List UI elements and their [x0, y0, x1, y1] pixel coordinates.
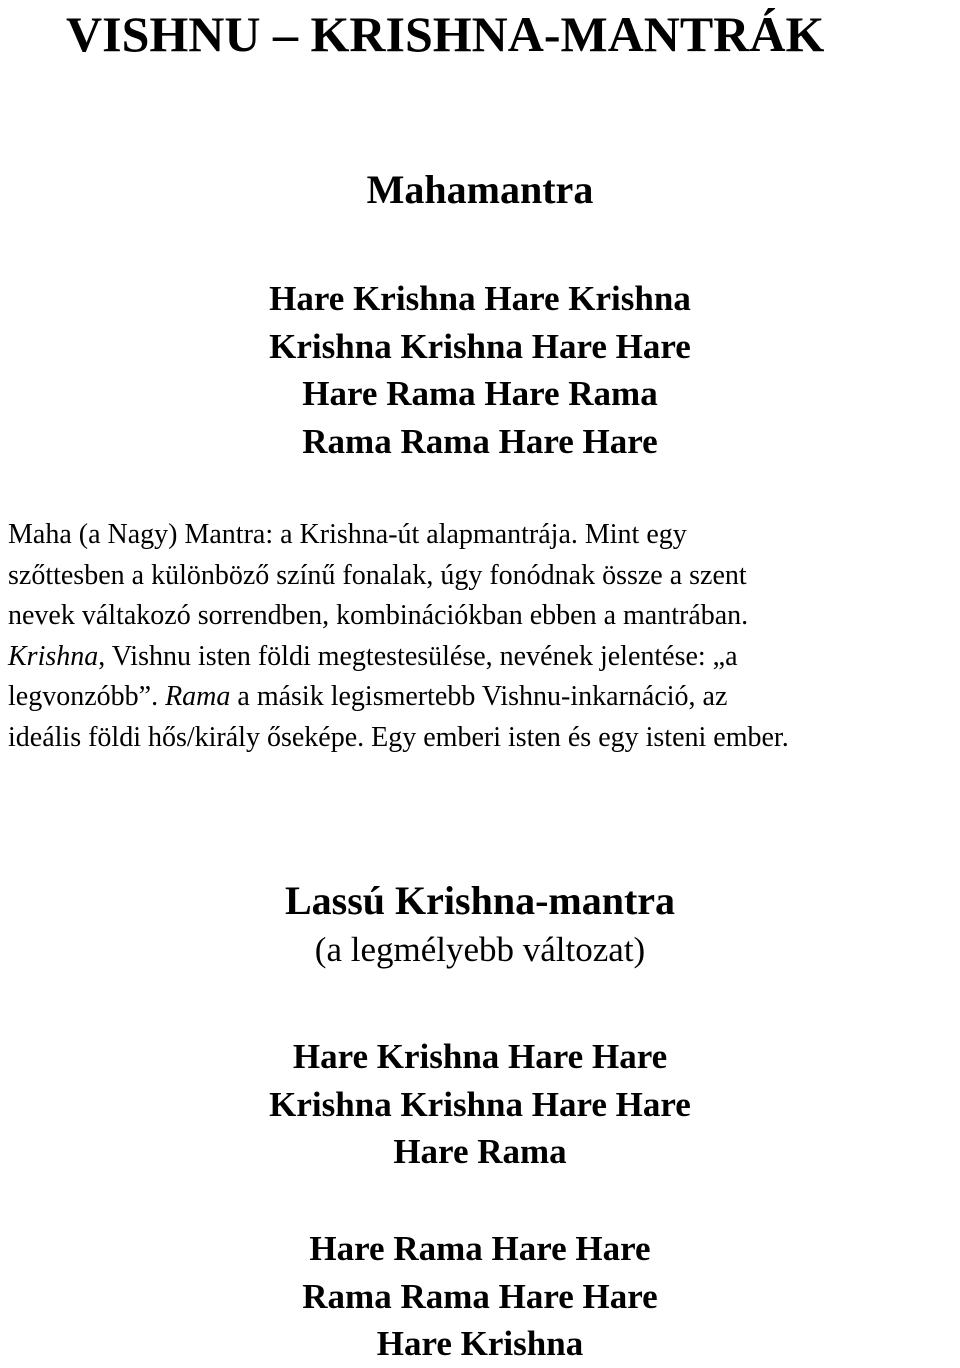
- mantra-line: Hare Rama Hare Rama: [302, 374, 658, 413]
- paragraph-line: [8, 677, 960, 718]
- slow-mantra-verse-1: [0, 1033, 960, 1176]
- paragraph-line: szőttesben a különböző színű fonalak, úgy fonódnak össze a szent: [8, 559, 747, 591]
- paragraph-line: [8, 637, 960, 678]
- paragraph-text: legvonzóbb”.: [8, 681, 166, 712]
- mantra-line: Hare Krishna: [376, 1324, 584, 1363]
- mantra-line: Hare Rama Hare Hare: [309, 1229, 651, 1268]
- mantra-line: Rama Rama Hare Hare: [302, 421, 658, 461]
- paragraph-line: ideális földi hős/király őseképe. Egy emberi isten és egy isteni ember.: [8, 721, 789, 753]
- paragraph-line: nevek váltakozó sorrendben, kombinációkban ebben a mantrában.: [8, 600, 749, 631]
- paragraph-text: , Vishnu isten földi megtestesülése, nevének jelentése: „a: [98, 640, 738, 672]
- slow-mantra-verse-2: [0, 1225, 960, 1368]
- emphasis-rama: Rama: [165, 681, 231, 712]
- emphasis-krishna: Krishna: [8, 640, 99, 672]
- mantra-line: Hare Rama: [393, 1132, 567, 1171]
- page-title: VISHNU – KRISHNA-MANTRÁK: [66, 6, 825, 62]
- section-heading-lassu-krishna-mantra: Lassú Krishna-mantra: [284, 878, 676, 923]
- mantra-line: Hare Krishna Hare Krishna: [269, 279, 691, 318]
- mantra-line: Rama Rama Hare Hare: [302, 1276, 658, 1316]
- paragraph-line: Maha (a Nagy) Mantra: a Krishna-út alapmantrája. Mint egy: [8, 519, 687, 550]
- mahamantra-verse: [0, 275, 960, 465]
- section-heading-mahamantra: Mahamantra: [366, 167, 594, 212]
- mantra-line: Krishna Krishna Hare Hare: [269, 326, 691, 366]
- mantra-line: Krishna Krishna Hare Hare: [269, 1084, 691, 1124]
- mahamantra-description: [8, 515, 960, 758]
- mantra-line: Hare Krishna Hare Hare: [292, 1037, 668, 1076]
- section-subheading: (a legmélyebb változat): [314, 930, 646, 969]
- paragraph-text: a másik legismertebb Vishnu-inkarnáció, az: [230, 681, 728, 712]
